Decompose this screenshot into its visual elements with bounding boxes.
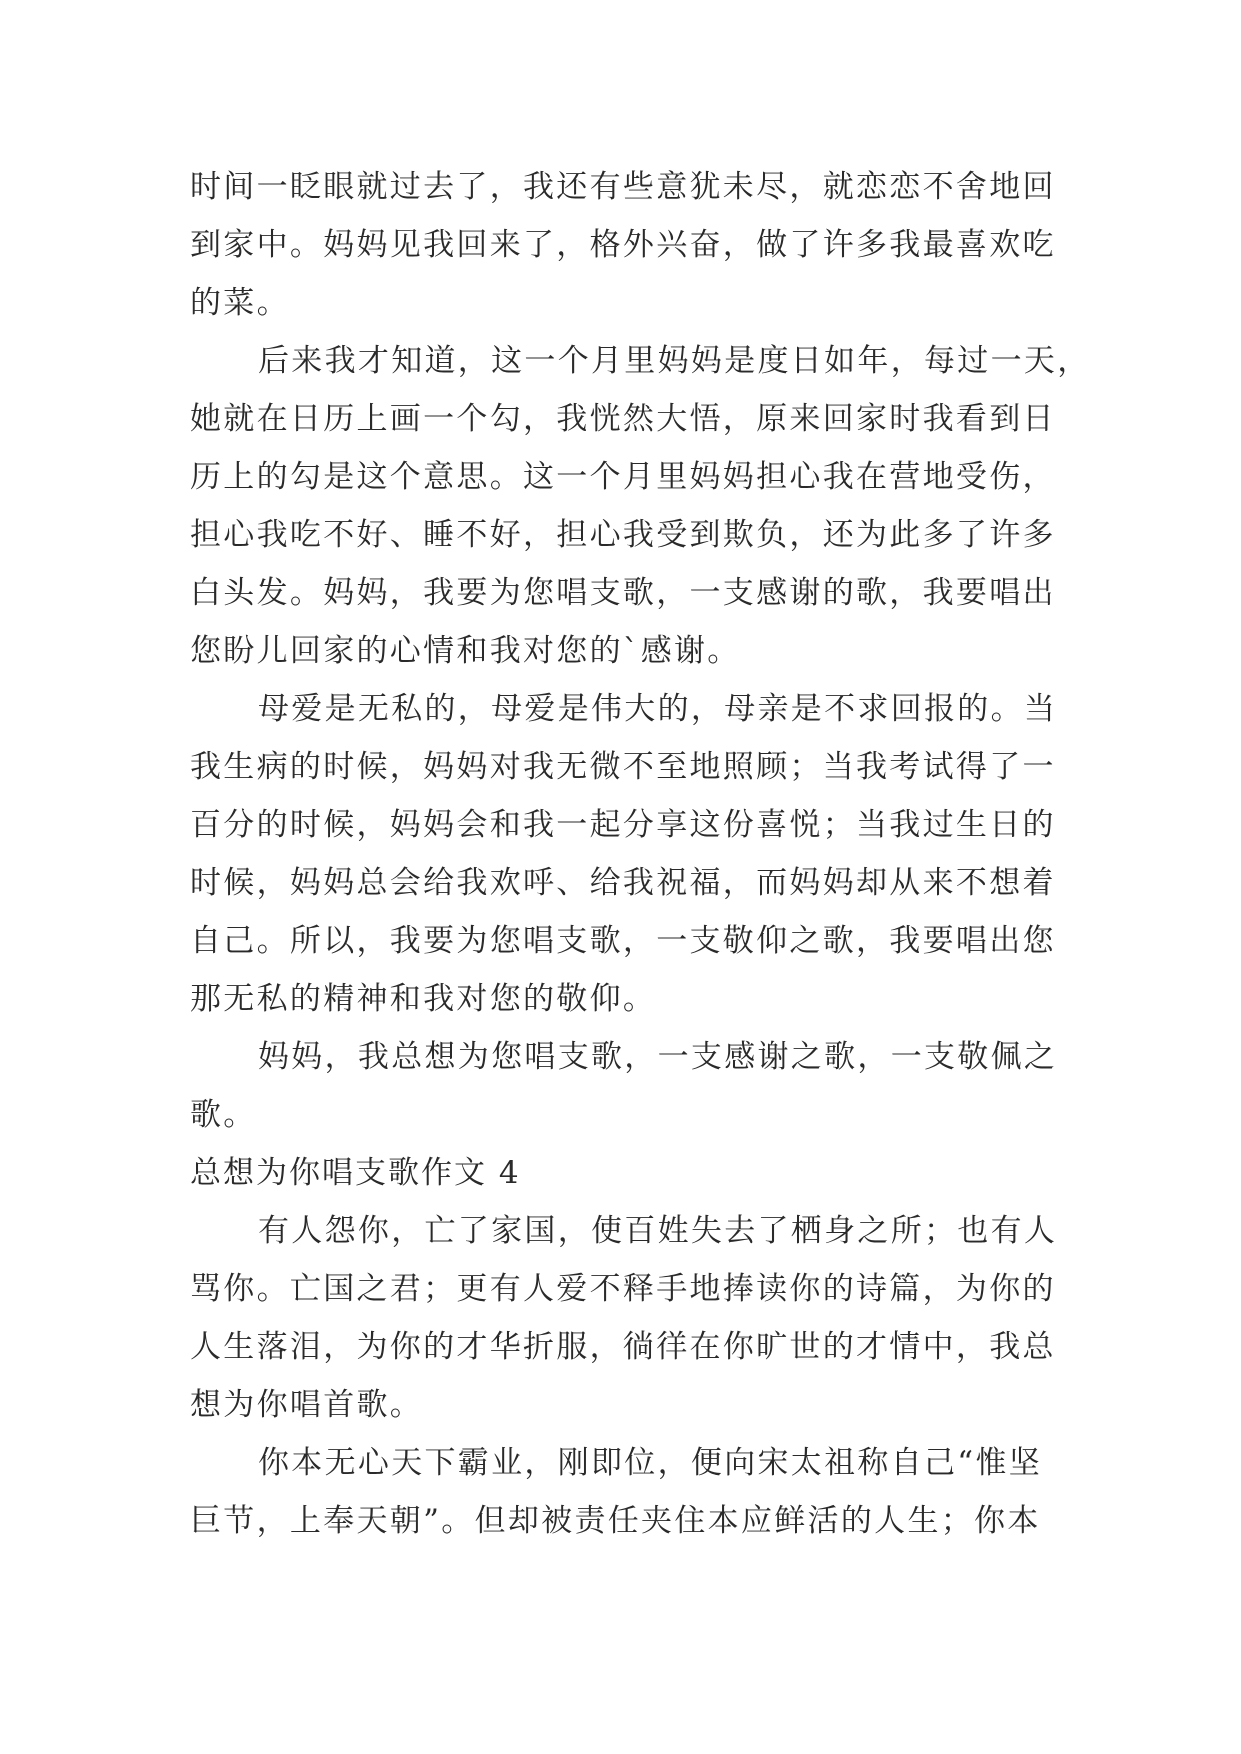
- text-line: 历上的勾是这个意思。这一个月里妈妈担心我在营地受伤，: [190, 459, 1056, 495]
- paragraph-start-line: 有人怨你，亡了家国，使百姓失去了栖身之所；也有人: [258, 1213, 1058, 1249]
- text-line: 人生落泪，为你的才华折服，徜徉在你旷世的才情中，我总: [190, 1329, 1056, 1365]
- text-line: 百分的时候，妈妈会和我一起分享这份喜悦；当我过生日的: [190, 807, 1056, 843]
- text-line: 她就在日历上画一个勾，我恍然大悟，原来回家时我看到日: [190, 401, 1056, 437]
- text-line: 时候，妈妈总会给我欢呼、给我祝福，而妈妈却从来不想着: [190, 865, 1056, 901]
- text-line: 我生病的时候，妈妈对我无微不至地照顾；当我考试得了一: [190, 749, 1056, 785]
- document-page: [190, 158, 1091, 1550]
- text-line: 的菜。: [190, 285, 290, 321]
- text-line: 白头发。妈妈，我要为您唱支歌，一支感谢的歌，我要唱出: [190, 575, 1056, 611]
- paragraph-start-line: 母爱是无私的，母爱是伟大的，母亲是不求回报的。当: [258, 691, 1058, 727]
- paragraph-start-line: 后来我才知道，这一个月里妈妈是度日如年，每过一天，: [258, 343, 1091, 379]
- text-line: 歌。: [190, 1097, 257, 1133]
- paragraph-start-line: 妈妈，我总想为您唱支歌，一支感谢之歌，一支敬佩之: [258, 1039, 1058, 1075]
- text-line: 想为你唱首歌。: [190, 1387, 424, 1423]
- text-line: 您盼儿回家的心情和我对您的`感谢。: [190, 633, 741, 669]
- text-line: 巨节，上奉天朝”。但却被责任夹住本应鲜活的人生；你本: [190, 1503, 1041, 1539]
- text-line: 担心我吃不好、睡不好，担心我受到欺负，还为此多了许多: [190, 517, 1056, 553]
- text-line: 那无私的精神和我对您的敬仰。: [190, 981, 657, 1017]
- section-heading: 总想为你唱支歌作文 4: [190, 1155, 521, 1191]
- text-line: 骂你。亡国之君；更有人爱不释手地捧读你的诗篇，为你的: [190, 1271, 1056, 1307]
- text-line: 时间一眨眼就过去了，我还有些意犹未尽，就恋恋不舍地回: [190, 169, 1056, 205]
- paragraph-start-line: 你本无心天下霸业，刚即位，便向宋太祖称自己“惟坚: [258, 1445, 1043, 1481]
- text-line: 到家中。妈妈见我回来了，格外兴奋，做了许多我最喜欢吃: [190, 227, 1056, 263]
- text-line: 自己。所以，我要为您唱支歌，一支敬仰之歌，我要唱出您: [190, 923, 1056, 959]
